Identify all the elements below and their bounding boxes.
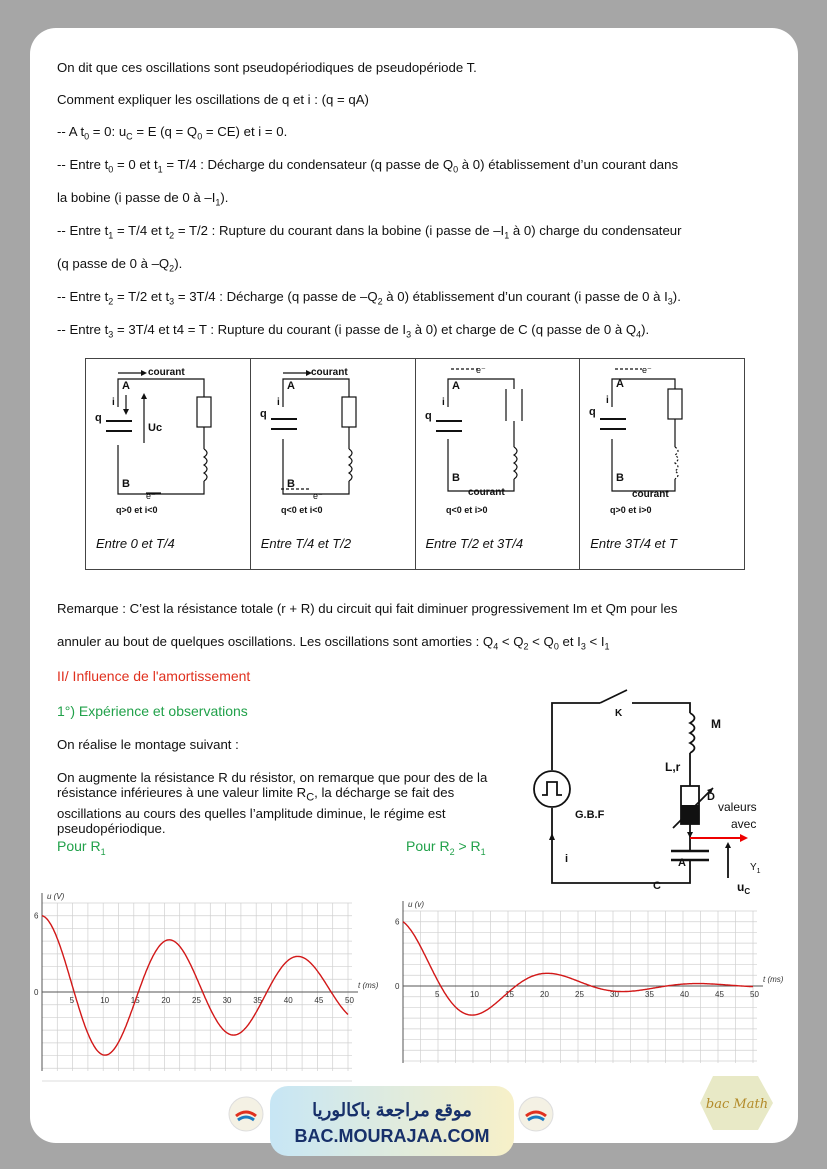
x-axis-label: t (ms) (358, 981, 379, 990)
figure-cell-1 (86, 359, 251, 569)
svg-text:courant: courant (467, 487, 505, 498)
figure-caption-1: Entre 0 et T/4 (96, 536, 175, 551)
svg-text:q: q (259, 408, 267, 420)
bac-math-logo (698, 1068, 776, 1138)
x-tick-label: 5 (69, 996, 75, 1005)
montage-text: On réalise le montage suivant : (57, 737, 239, 752)
x-tick-label: 15 (505, 990, 514, 999)
figure-cell-4 (580, 359, 744, 569)
svg-text:i: i (112, 397, 115, 408)
figure-caption-4: Entre 3T/4 et T (590, 536, 677, 551)
y-tick-label: 0 (395, 982, 400, 991)
svg-text:B: B (286, 478, 295, 490)
svg-text:valeurs: valeurs (718, 800, 757, 814)
figure-caption-3: Entre T/2 et 3T/4 (425, 536, 524, 551)
svg-text:A: A (122, 380, 130, 392)
document-page (30, 28, 798, 1146)
rlc-circuit-diagram (535, 678, 775, 896)
svg-text:e⁻: e⁻ (475, 365, 486, 375)
svg-text:courant: courant (148, 367, 185, 378)
svg-text:A: A (286, 380, 295, 392)
svg-text:L,r: L,r (665, 760, 681, 774)
site-url[interactable]: BAC.MOURAJAA.COM (294, 1126, 490, 1146)
text-line-9: -- Entre $t_3 = 3T/4$ et t4 = T : Rupture du courant (i passe de $I_3$ à 0) et charge de C (q passe de 0 à $Q_4$). (57, 322, 650, 340)
book-logo-left-icon (228, 1096, 264, 1132)
svg-text:bac Math: bac Math (705, 1097, 769, 1112)
section-heading: II/ Influence de l'amortissement (57, 668, 251, 684)
figure-cell-2 (251, 359, 416, 569)
x-tick-label: 35 (253, 996, 263, 1005)
subsection-heading: 1°) Expérience et observations (57, 703, 248, 719)
chart-r1 (30, 873, 390, 1078)
x-tick-label: 45 (715, 990, 724, 999)
x-tick-label: 50 (750, 990, 759, 999)
x-tick-label: 25 (192, 996, 201, 1005)
svg-text:A: A (678, 857, 686, 869)
x-tick-label: 20 (540, 990, 549, 999)
x-tick-label: 35 (645, 990, 654, 999)
circuit-figures-table (85, 358, 745, 570)
svg-text:q: q (589, 406, 596, 418)
svg-text:i: i (606, 395, 610, 406)
x-tick-label: 40 (680, 990, 689, 999)
svg-text:M: M (711, 717, 721, 731)
x-tick-label: 20 (161, 996, 171, 1005)
label-pour-r1: Pour $R_1$ (57, 838, 106, 857)
svg-text:A: A (616, 378, 625, 390)
svg-text:B: B (451, 472, 460, 484)
x-tick-label: 30 (610, 990, 619, 999)
svg-text:e⁻: e⁻ (642, 365, 653, 375)
chart-r2 (385, 883, 784, 1063)
x-tick-label: 5 (435, 990, 440, 999)
svg-text:courant: courant (632, 489, 669, 500)
svg-text:G.B.F: G.B.F (575, 809, 605, 821)
observation-paragraph: On augmente la résistance R du résistor, on remarque que pour des de la résistance inférieures à une valeur limite $R_C$, la décharge se fait des oscillations au cours des quelles l’amplitude diminue, le régime est pseudopériodique. (57, 770, 488, 836)
text-line-2: Comment expliquer les oscillations de q et i : (q = qA) (57, 92, 369, 107)
svg-text:e⁻: e⁻ (312, 491, 323, 501)
x-tick-label: 10 (100, 996, 110, 1005)
text-line-5: la bobine (i passe de 0 à $-I_1$). (57, 190, 229, 208)
text-line-8: -- Entre $t_2 = T/2$ et $t_3 = 3T/4$ : Décharge (q passe de $-Q_2$ à 0) établissement d’un courant (i passe de 0 à $I_3$). (57, 289, 681, 307)
label-pour-r2: Pour $R_2 > R_1$ (406, 838, 486, 857)
svg-text:Y1: $Y_1$ (750, 862, 761, 875)
svg-text:B: B (122, 478, 130, 490)
remark-line-1: Remarque : C’est la résistance totale (r + R) du circuit qui fait diminuer progressivement Im et Qm pour les (57, 601, 678, 616)
svg-text:avec: avec (731, 817, 757, 831)
remark-line-2: annuler au bout de quelques oscillations. Les oscillations sont amorties : $Q_4 < Q_2 < Q_0$ et $I_3 < I_1$ (57, 634, 610, 652)
x-tick-label: 10 (470, 990, 479, 999)
svg-text:uC: $u_C$ (737, 880, 751, 896)
x-tick-label: 50 (345, 996, 354, 1005)
svg-text:e⁻: e⁻ (146, 491, 156, 501)
text-line-3: -- A $t_0 = 0$: $u_C = E$ $(q = Q_0 = CE)$ et i = 0. (57, 124, 288, 142)
y-tick-label: 0 (34, 988, 39, 997)
x-axis-label: t (ms) (763, 975, 784, 984)
text-line-4: -- Entre $t_0 = 0$ et $t_1 = T/4$ : Décharge du condensateur (q passe de $Q_0$ à 0) établissement d’un courant dans (57, 157, 679, 175)
y-axis-label: u (V) (47, 892, 65, 901)
text-line-6: -- Entre $t_1 = T/4$ et $t_2 = T/2$ : Rupture du courant dans la bobine (i passe de $-I_1$ à 0) charge du condensateur (57, 223, 682, 241)
y-axis-label: u (v) (408, 900, 424, 909)
book-logo-right-icon (518, 1096, 554, 1132)
figure-cell-3 (416, 359, 581, 569)
x-tick-label: 15 (130, 996, 140, 1005)
text-line-1: On dit que ces oscillations sont pseudopériodiques de pseudopériode T. (57, 60, 477, 75)
svg-text:D: D (707, 791, 715, 803)
text-line-7: (q passe de 0 à $-Q_2$). (57, 256, 183, 274)
x-tick-label: 30 (222, 996, 232, 1005)
svg-text:q: q (424, 410, 432, 422)
x-tick-label: 45 (314, 996, 324, 1005)
svg-text:i: i (276, 397, 280, 408)
y-tick-label: 6 (34, 911, 39, 921)
svg-text:q>0 et i>0: q>0 et i>0 (610, 505, 652, 515)
svg-text:K: K (615, 708, 623, 719)
figure-caption-2: Entre T/4 et T/2 (260, 536, 352, 551)
svg-text:A: A (451, 380, 460, 392)
site-name-arabic: موقع مراجعة باكالوريا (312, 1100, 472, 1120)
svg-text:B: B (616, 472, 625, 484)
svg-text:i: i (565, 853, 569, 865)
site-badge[interactable] (270, 1086, 514, 1156)
svg-text:Uc: Uc (148, 422, 163, 434)
x-tick-label: 40 (283, 996, 293, 1005)
y-tick-label: 6 (395, 917, 400, 927)
x-tick-label: 25 (575, 990, 584, 999)
svg-text:courant: courant (310, 367, 348, 378)
svg-text:i: i (441, 397, 445, 408)
svg-text:q: q (95, 412, 102, 424)
svg-text:C: C (653, 880, 661, 892)
svg-text:q>0 et i<0: q>0 et i<0 (116, 505, 158, 515)
svg-text:q<0 et i<0: q<0 et i<0 (280, 505, 323, 515)
svg-text:q<0 et i>0: q<0 et i>0 (445, 505, 488, 515)
